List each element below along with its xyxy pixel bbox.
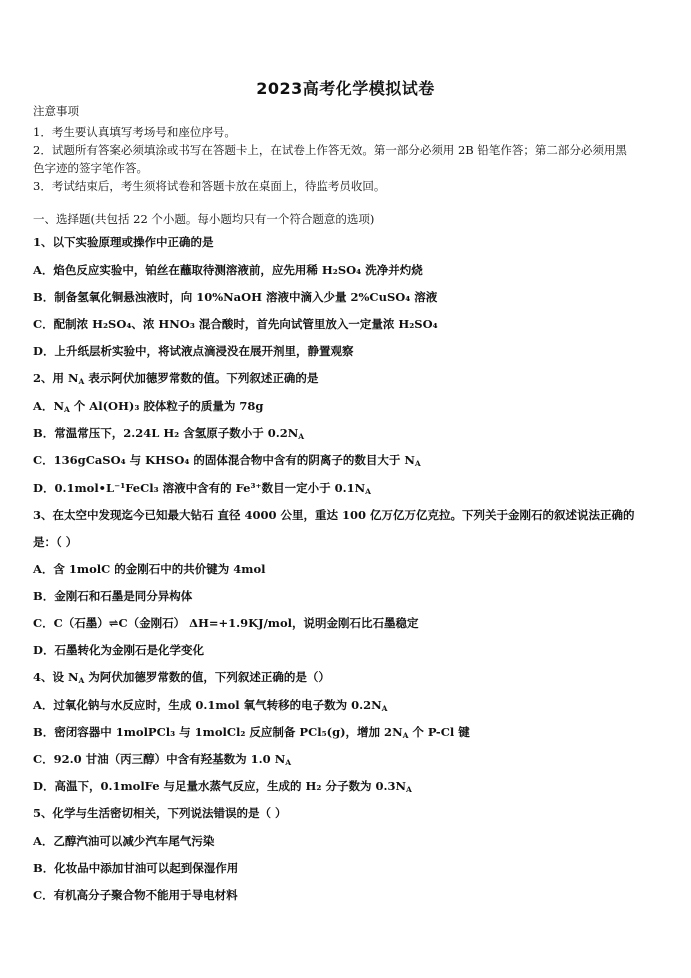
q1-option-b: B．制备氢氧化铜悬浊液时，向 10%NaOH 溶液中滴入少量 2%CuSO₄ 溶液	[33, 290, 438, 304]
q1-option-c: C．配制浓 H₂SO₄、浓 HNO₃ 混合酸时，首先向试管里放入一定量浓 H₂SO₄	[33, 317, 438, 331]
q4-option-c: C．92.0 甘油（丙三醇）中含有羟基数为 1.0 $N_A$	[33, 752, 292, 767]
notice-item-3: 3．考试结束后，考生须将试卷和答题卡放在桌面上，待监考员收回。	[33, 179, 386, 193]
section-heading: 一、选择题(共包括 22 个小题。每小题均只有一个符合题意的选项)	[33, 212, 375, 226]
q3-option-a: A．含 1molC 的金刚石中的共价键为 4mol	[33, 562, 266, 576]
q5-option-c: C．有机高分子聚合物不能用于导电材料	[33, 888, 238, 902]
q4-option-a: A．过氧化钠与水反应时，生成 0.1mol 氧气转移的电子数为 $0.2N_A$	[33, 698, 388, 713]
q3-stem: 3、在太空中发现迄今已知最大钻石 直径 4000 公里，重达 100 亿万亿万亿克拉。下列关于金刚石的叙述说法正确的	[33, 508, 635, 522]
q2-option-d: D．0.1mol•L⁻¹FeCl₃ 溶液中含有的 Fe³⁺数目一定小于 $0.1N_A$	[33, 481, 371, 496]
q3-stem-cont: 是：（ ）	[33, 535, 78, 549]
q1-stem: 1、以下实验原理或操作中正确的是	[33, 235, 214, 249]
q2-option-a: A．$N_A$ 个 Al(OH)₃ 胶体粒子的质量为 78g	[33, 399, 264, 414]
notice-item-1: 1．考生要认真填写考场号和座位序号。	[33, 125, 236, 139]
q5-stem: 5、化学与生活密切相关，下列说法错误的是（ ）	[33, 806, 287, 820]
q3-option-d: D．石墨转化为金刚石是化学变化	[33, 643, 204, 657]
q5-option-a: A．乙醇汽油可以减少汽车尾气污染	[33, 834, 215, 848]
exam-title: 2023高考化学模拟试卷	[256, 79, 435, 98]
q5-option-b: B．化妆品中添加甘油可以起到保湿作用	[33, 861, 239, 875]
q3-option-c: C．C（石墨）⇌C（金刚石） ΔH=+1.9KJ/mol，说明金刚石比石墨稳定	[33, 616, 419, 630]
q2-option-c: C．136gCaSO₄ 与 KHSO₄ 的固体混合物中含有的阴离子的数目大于 $N_A$	[33, 453, 421, 468]
notice-item-2: 2．试题所有答案必须填涂或书写在答题卡上，在试卷上作答无效。第一部分必须用 2B 铅笔作答；第二部分必须用黑	[33, 143, 627, 157]
notice-heading: 注意事项	[33, 104, 79, 118]
q1-option-d: D．上升纸层析实验中，将试液点滴浸没在展开剂里，静置观察	[33, 344, 354, 358]
q2-option-b: B．常温常压下，2.24L H₂ 含氢原子数小于 $0.2N_A$	[33, 426, 305, 441]
q4-stem: 4、设 $N_A$ 为阿伏加德罗常数的值，下列叙述正确的是（）	[33, 670, 330, 685]
q2-stem: 2、用 $N_A$ 表示阿伏加德罗常数的值。下列叙述正确的是	[33, 371, 319, 386]
q1-option-a: A．焰色反应实验中，铂丝在蘸取待测溶液前，应先用稀 H₂SO₄ 洗净并灼烧	[33, 263, 423, 277]
q4-option-d: D．高温下，0.1molFe 与足量水蒸气反应，生成的 H₂ 分子数为 $0.3N_A$	[33, 779, 412, 794]
q3-option-b: B．金刚石和石墨是同分异构体	[33, 589, 193, 603]
q4-option-b: B．密闭容器中 1molPCl₃ 与 1molCl₂ 反应制备 PCl₅(g)，增加 $2N_A$ 个 P-Cl 键	[33, 725, 470, 740]
notice-item-2-cont: 色字迹的签字笔作答。	[33, 161, 148, 175]
